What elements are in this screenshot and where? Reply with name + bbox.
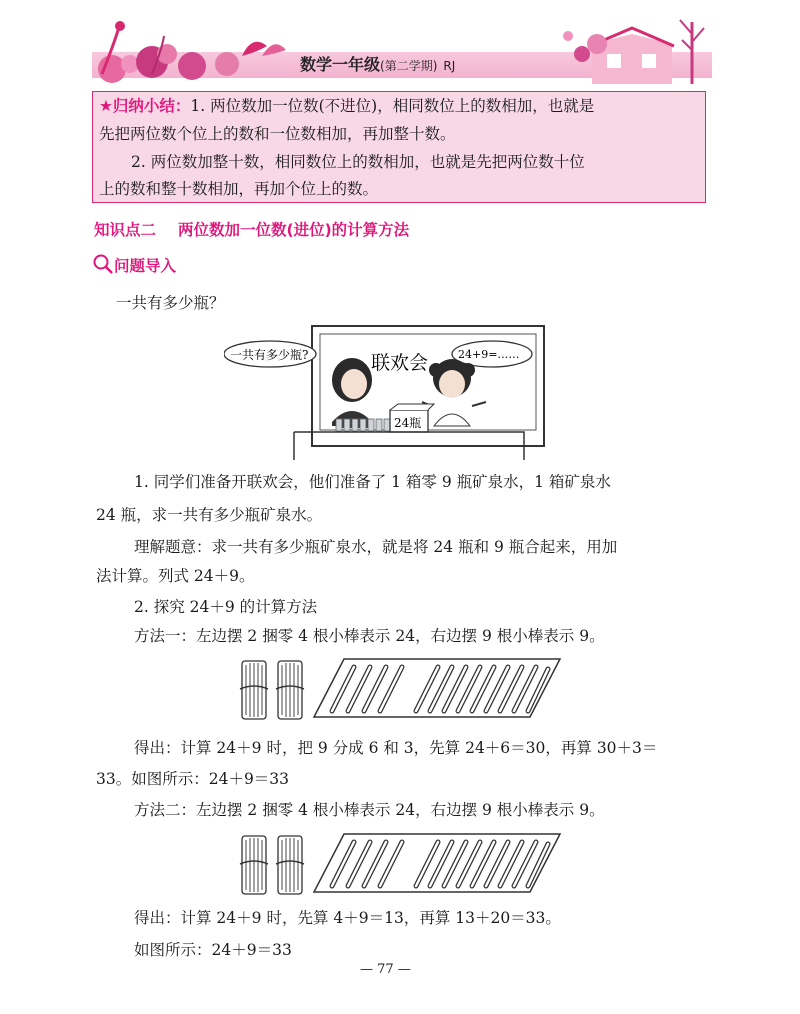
girl-bubble-text: 24+9=…… [458, 348, 520, 361]
boy-bubble-text: 一共有多少瓶? [230, 348, 309, 362]
result-1-line-2: 33。如图所示：24＋9＝33 [96, 770, 290, 788]
method-1: 方法一：左边摆 2 捆零 4 根小棒表示 24，右边摆 9 根小棒表示 9。 [134, 627, 605, 645]
summary-box [92, 91, 706, 203]
stick-bundle [240, 836, 268, 894]
method-2: 方法二：左边摆 2 捆零 4 根小棒表示 24，右边摆 9 根小棒表示 9。 [134, 801, 605, 819]
summary-line-3: 2. 两位数加整十数，相同数位上的数相加，也就是先把两位数十位 [131, 153, 585, 171]
party-illustration [224, 322, 548, 460]
summary-label: ★归纳小结： [99, 97, 191, 115]
paragraph-2-line-1: 理解题意：求一共有多少瓶矿泉水，就是将 24 瓶和 9 瓶合起来，用加 [134, 538, 618, 556]
header-title [300, 52, 560, 78]
result-1-line-1: 得出：计算 24＋9 时，把 9 分成 6 和 3，先算 24＋6＝30，再算 30＋3＝ [134, 739, 658, 757]
section-heading [94, 218, 409, 240]
sticks-figure-method-1 [238, 655, 564, 725]
stick-bundle [276, 836, 304, 894]
section-title: 两位数加一位数(进位)的计算方法 [178, 221, 410, 239]
board-text: 联欢会 [371, 352, 429, 374]
stick-bundle [276, 661, 304, 719]
book-title: 数学一年级 [300, 55, 381, 74]
semester-label: (第二学期) [380, 59, 438, 73]
section-number: 知识点二 [94, 221, 157, 239]
box-label: 24瓶 [394, 416, 422, 430]
summary-line-4: 上的数和整十数相加，再加个位上的数。 [99, 180, 379, 198]
intro-question: 一共有多少瓶？ [116, 294, 225, 312]
sticks-figure-method-2 [238, 830, 564, 900]
house-tree-decoration-right [563, 20, 704, 84]
edition-label: RJ [443, 59, 456, 73]
summary-line-2: 先把两位数个位上的数和一位数相加，再加整十数。 [99, 125, 456, 143]
paragraph-3: 2. 探究 24＋9 的计算方法 [134, 598, 318, 616]
paragraph-2-line-2: 法计算。列式 24＋9。 [96, 567, 255, 585]
summary-line-1 [99, 96, 594, 116]
result-2-line-1: 得出：计算 24＋9 时，先算 4＋9＝13，再算 13＋20＝33。 [134, 909, 561, 927]
page-number: — 77 — [360, 962, 411, 977]
summary-text-1: 1. 两位数加一位数(不进位)，相同数位上的数相加，也就是 [190, 97, 595, 115]
flower-decoration-left [98, 21, 286, 83]
magnifier-icon [92, 253, 114, 275]
intro-label: 问题导入 [114, 257, 177, 275]
boy-figure [332, 358, 372, 428]
result-2-line-2: 如图所示：24＋9＝33 [134, 941, 292, 959]
stick-bundle [240, 661, 268, 719]
paragraph-1-line-2: 24 瓶，求一共有多少瓶矿泉水。 [96, 506, 323, 524]
paragraph-1-line-1: 1. 同学们准备开联欢会，他们准备了 1 箱零 9 瓶矿泉水，1 箱矿泉水 [134, 473, 611, 491]
